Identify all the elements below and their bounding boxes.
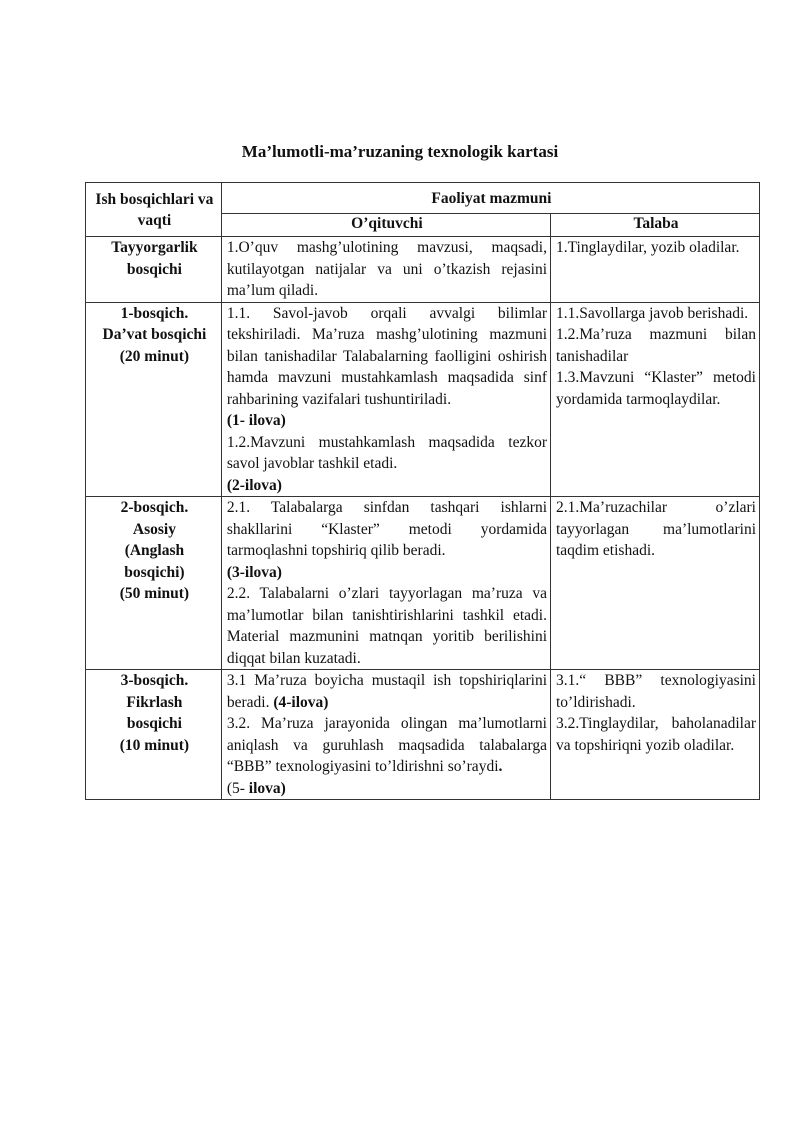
stage-line: bosqichi	[126, 260, 182, 278]
teacher-paragraph	[227, 410, 547, 432]
teacher-text: 2.2. Talabalarni o’zlari tayyorlagan ma’ruza va ma’lumotlar bilan tanishtirishlarini tashkil etadi. Material mazmunini matnqan yoritib berilishini diqqat bilan kuzatadi.	[226, 585, 547, 667]
teacher-cell	[221, 670, 550, 800]
table-row	[86, 237, 760, 303]
teacher-paragraph	[227, 713, 547, 778]
appendix-ref: (1- ilova)	[226, 412, 286, 429]
appendix-ref: (2-ilova)	[226, 476, 282, 494]
table-body	[86, 237, 760, 800]
technology-card-table	[85, 182, 760, 800]
student-cell	[551, 237, 760, 303]
teacher-paragraph	[227, 432, 547, 475]
stage-line: 1-bosqich.	[120, 304, 189, 322]
teacher-paragraph	[227, 497, 547, 562]
document-title: Ma’lumotli-ma’ruzaning texnologik kartasi	[241, 142, 559, 161]
stage-line: Asosiy	[132, 520, 176, 538]
stage-line: 2-bosqich.	[120, 499, 189, 516]
student-cell	[551, 302, 760, 497]
teacher-text: 1.1. Savol-javob orqali avvalgi bilimlar tekshiriladi. Ma’ruza mashg’ulotining mazmuni bilan tanishadilar Talabalarning faolligini oshirish hamda mavzuni mustahkamlash maqsadida sinf rahbarining vazifalari tushuntiriladi.	[226, 304, 547, 408]
stage-line: Da’vat bosqichi	[102, 326, 207, 343]
table-row	[86, 302, 760, 497]
student-cell	[551, 497, 760, 670]
stage-cell	[86, 237, 222, 303]
teacher-text: (5-	[226, 779, 249, 797]
stage-line: bosqichi)	[124, 563, 185, 581]
teacher-paragraph	[227, 670, 547, 713]
teacher-paragraph	[227, 583, 547, 669]
student-paragraph: 1.Tinglaydilar, yozib oladilar.	[556, 239, 740, 256]
teacher-text: 3.1 Ma’ruza boyicha mustaqil ish topshiriqlarini beradi.	[226, 672, 547, 711]
stage-line: (20 minut)	[119, 347, 190, 365]
stage-line: (50 minut)	[119, 585, 190, 602]
teacher-text: 1.2.Mavzuni mustahkamlash maqsadida tezkor savol javoblar tashkil etadi.	[226, 433, 547, 472]
table-row	[86, 670, 760, 800]
student-paragraph: 3.1.“ BBB” texnologiyasini to’ldirishadi.	[556, 672, 756, 711]
stage-line: (Anglash	[124, 542, 185, 559]
student-paragraph: 1.1.Savollarga javob berishadi.	[556, 304, 749, 322]
stage-line: 3-bosqich.	[120, 672, 189, 689]
appendix-ref: (4-ilova)	[273, 693, 329, 711]
teacher-paragraph	[227, 778, 547, 800]
stage-cell	[86, 497, 222, 670]
teacher-paragraph	[227, 237, 547, 302]
teacher-cell	[221, 497, 550, 670]
student-paragraph: 3.2.Tinglaydilar, baholanadilar va topshiriqni yozib oladilar.	[556, 715, 756, 754]
appendix-ref: (3-ilova)	[226, 563, 282, 581]
stage-cell	[86, 302, 222, 497]
teacher-text: 2.1. Talabalarga sinfdan tashqari ishlarni shakllarini “Klaster” metodi yordamida tarmoqlashni topshiriq qilib beradi.	[226, 499, 547, 559]
teacher-text: 1.O’quv mashg’ulotining mavzusi, maqsadi, kutilayotgan natijalar va uni o’tkazish rejasini ma’lum qiladi.	[226, 239, 547, 299]
teacher-paragraph	[227, 562, 547, 584]
stage-line: (10 minut)	[119, 736, 190, 754]
stage-line: Tayyorgarlik	[111, 239, 198, 256]
student-cell	[551, 670, 760, 800]
student-paragraph: 1.2.Ma’ruza mazmuni bilan tanishadilar	[556, 326, 756, 365]
teacher-cell	[221, 302, 550, 497]
teacher-text: 3.2. Ma’ruza jarayonida olingan ma’lumotlarni aniqlash va guruhlash maqsadida talabalarga “BBB” texnologiyasini to’ldirishni so’raydi	[226, 715, 547, 775]
teacher-column-header: O’qituvchi	[221, 214, 550, 237]
appendix-ref: ilova)	[248, 779, 286, 797]
teacher-cell	[221, 237, 550, 303]
student-column-header: Talaba	[551, 214, 760, 237]
teacher-paragraph	[227, 303, 547, 411]
stage-column-header: Ish bosqichlari va vaqti	[86, 183, 222, 237]
activity-group-header: Faoliyat mazmuni	[221, 183, 759, 214]
appendix-ref: .	[498, 758, 503, 775]
table-row	[86, 497, 760, 670]
stage-cell	[86, 670, 222, 800]
stage-line: bosqichi	[126, 715, 182, 732]
student-paragraph: 1.3.Mavzuni “Klaster” metodi yordamida tarmoqlaydilar.	[556, 369, 756, 408]
teacher-paragraph	[227, 475, 547, 497]
student-paragraph: 2.1.Ma’ruzachilar o’zlari tayyorlagan ma’lumotlarini taqdim etishadi.	[556, 499, 756, 559]
stage-line: Fikrlash	[126, 693, 183, 711]
